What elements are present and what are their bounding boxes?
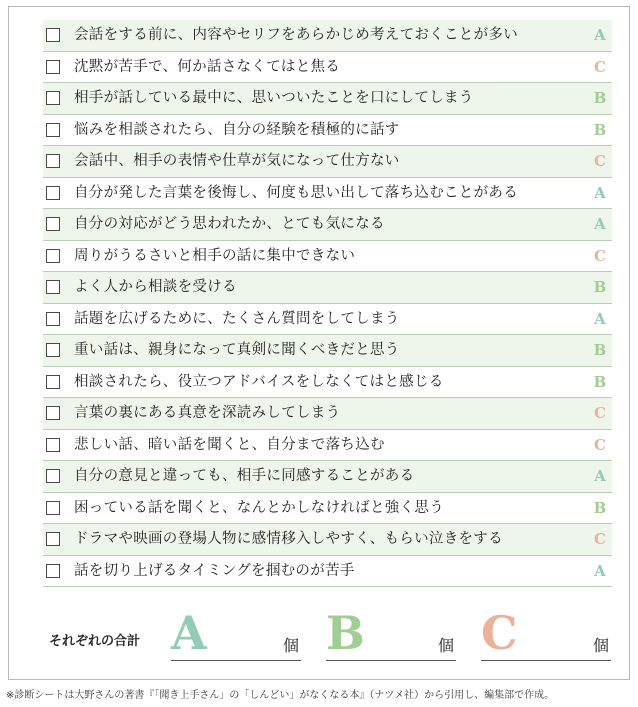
checklist-item-text: 自分が発した言葉を後悔し、何度も思い出して落ち込むことがある	[74, 184, 518, 201]
type-letter: A	[594, 215, 606, 233]
checklist-item-text: 自分の意見と違っても、相手に同感することがある	[74, 468, 415, 484]
checklist-item-text: 悲しい話、暗い話を聞くと、自分まで落ち込む	[74, 436, 385, 453]
checklist-row[interactable]	[43, 524, 612, 556]
checkbox[interactable]	[46, 532, 60, 546]
checklist-row[interactable]	[43, 209, 612, 241]
checklist-item-text: 話題を広げるために、たくさん質問をしてしまう	[74, 310, 400, 327]
checklist-row[interactable]	[43, 115, 612, 147]
type-letter: B	[593, 278, 607, 296]
checklist-sheet	[8, 6, 630, 680]
type-letter: B	[593, 341, 607, 359]
checklist-item-text: 悩みを相談されたら、自分の経験を積極的に話す	[74, 121, 400, 138]
type-letter: A	[594, 183, 606, 202]
checkbox[interactable]	[46, 186, 60, 200]
type-letter: A	[594, 26, 606, 44]
checklist-item-text: 相手が話している最中に、思いついたことを口にしてしまう	[74, 90, 474, 106]
checkbox[interactable]	[46, 501, 60, 515]
checklist-row[interactable]	[43, 241, 612, 273]
checklist-item-text: ドラマや映画の登場人物に感情移入しやすく、もらい泣きをする	[74, 531, 503, 547]
type-letter: A	[594, 467, 606, 485]
checkbox[interactable]	[46, 123, 60, 137]
checkbox[interactable]	[46, 438, 60, 452]
type-letter: B	[593, 89, 607, 107]
checkbox[interactable]	[46, 343, 60, 357]
type-letter: B	[593, 498, 607, 517]
type-letter: C	[594, 404, 606, 422]
checklist-row[interactable]	[43, 461, 612, 493]
checklist-item-text: 重い話は、親身になって真剣に聞くべきだと思う	[74, 342, 400, 358]
checklist-item-text: 言葉の裏にある真意を深読みしてしまう	[74, 405, 341, 421]
checkbox[interactable]	[46, 154, 60, 168]
type-letter: C	[594, 530, 606, 548]
checklist-item-text: 困っている話を聞くと、なんとかしなければと強く思う	[74, 499, 444, 516]
total-input-line[interactable]	[171, 660, 301, 662]
checklist-item-text: 会話中、相手の表情や仕草が気になって仕方ない	[74, 153, 400, 169]
type-letter: B	[593, 372, 607, 391]
total-input-line[interactable]	[326, 660, 456, 662]
total-unit: 個	[283, 636, 300, 655]
checklist-row[interactable]	[43, 398, 612, 430]
checkbox[interactable]	[46, 249, 60, 263]
total-letter: C	[481, 606, 518, 660]
checkbox[interactable]	[46, 217, 60, 231]
checkbox[interactable]	[46, 564, 60, 578]
type-letter: C	[594, 246, 606, 265]
checklist-item-text: 自分の対応がどう思われたか、とても気になる	[74, 216, 385, 232]
checklist-row[interactable]	[43, 272, 612, 304]
checkbox[interactable]	[46, 280, 60, 294]
checklist-row[interactable]	[43, 556, 612, 588]
checklist-row[interactable]	[43, 146, 612, 178]
totals-section	[43, 607, 612, 667]
checklist-item-text: 話を切り上げるタイミングを掴むのが苦手	[74, 562, 355, 579]
type-letter: C	[594, 57, 606, 76]
checkbox[interactable]	[46, 406, 60, 420]
total-letter: B	[326, 606, 365, 660]
checklist-item-text: 会話をする前に、内容やセリフをあらかじめ考えておくことが多い	[74, 27, 518, 43]
checklist-item-text: 相談されたら、役立つアドバイスをしなくてはと感じる	[74, 373, 444, 390]
checklist	[43, 20, 612, 587]
checklist-row[interactable]	[43, 304, 612, 336]
total-unit: 個	[593, 636, 610, 655]
total-letter: A	[171, 606, 207, 660]
checkbox[interactable]	[46, 91, 60, 105]
checklist-row[interactable]	[43, 367, 612, 399]
checklist-row[interactable]	[43, 83, 612, 115]
checkbox[interactable]	[46, 28, 60, 42]
type-letter: C	[594, 435, 606, 454]
type-letter: C	[594, 152, 606, 170]
checkbox[interactable]	[46, 312, 60, 326]
type-letter: A	[594, 561, 606, 580]
checklist-row[interactable]	[43, 493, 612, 525]
checkbox[interactable]	[46, 60, 60, 74]
checklist-item-text: 沈黙が苦手で、何か話さなくてはと焦る	[74, 58, 341, 75]
checklist-row[interactable]	[43, 430, 612, 462]
checkbox[interactable]	[46, 375, 60, 389]
type-letter: A	[594, 309, 606, 328]
checkbox[interactable]	[46, 469, 60, 483]
checklist-row[interactable]	[43, 52, 612, 84]
checklist-row[interactable]	[43, 20, 612, 52]
checklist-item-text: 周りがうるさいと相手の話に集中できない	[74, 247, 356, 264]
checklist-item-text: よく人から相談を受ける	[74, 279, 237, 295]
total-c	[481, 607, 611, 665]
total-input-line[interactable]	[481, 660, 611, 662]
total-b	[326, 607, 456, 665]
totals-label: それぞれの合計	[49, 634, 141, 649]
checklist-row[interactable]	[43, 178, 612, 210]
footnote: ※診断シートは大野さんの著書『「聞き上手さん」の「しんどい」がなくなる本』（ナツメ社）から引用し、編集部で作成。	[6, 690, 555, 701]
total-unit: 個	[438, 636, 455, 655]
type-letter: B	[593, 120, 607, 139]
total-a	[171, 607, 301, 665]
checklist-row[interactable]	[43, 335, 612, 367]
